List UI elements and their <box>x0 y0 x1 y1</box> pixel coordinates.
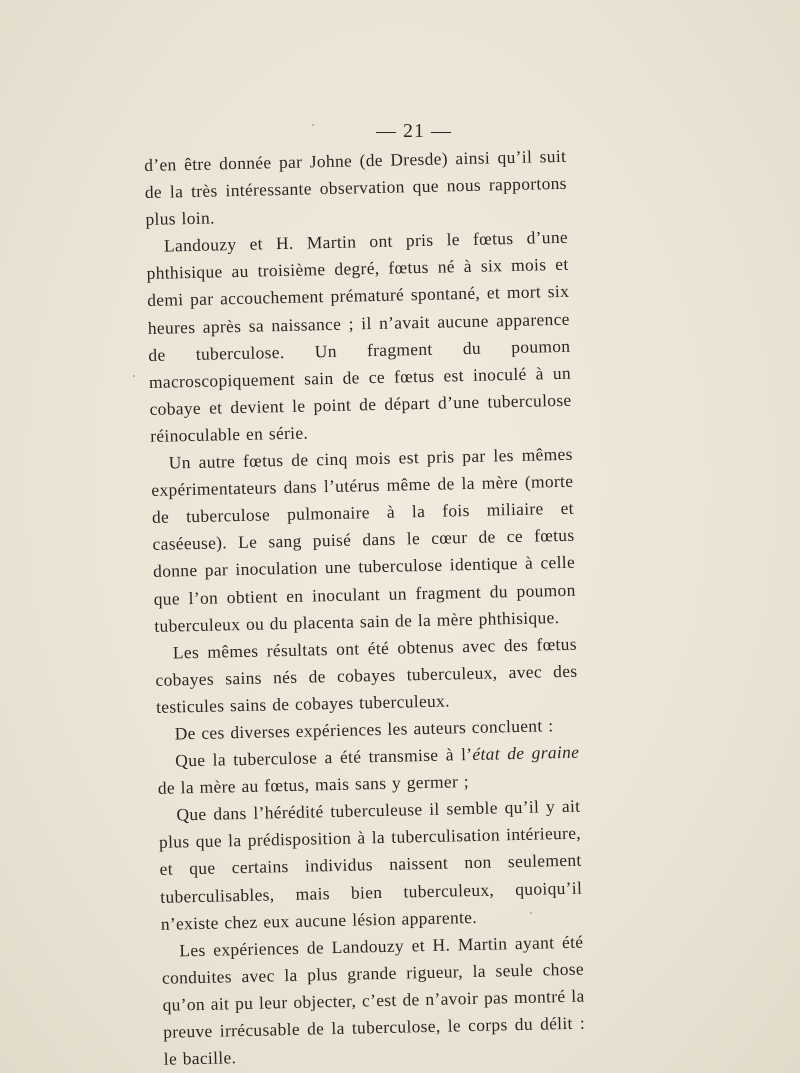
paragraph-text: Que dans l’hérédité tuberculeuse il semble qu’il y ait plus que la prédisposition à la tuberculisation intérieure, et que certains individus naissent non seulement tuberculisables, mais bien tuberculeux, quoiqu’il n’existe chez eux aucune lésion apparente. <box>158 795 583 934</box>
paragraph <box>158 793 583 938</box>
paragraph-text: Landouzy et H. Martin ont pris le fœtus d’une phthisique au troisième degré, fœtus né à six mois et demi par accouchement prématuré spontané, et mort six heures après sa naissance ; il n’avait aucune apparence de tuberculose. Un fragment du poumon macroscopiquement sain de ce fœtus est inoculé à un cobaye et devient le point de départ d’une tuberculose réinoculable en série. <box>146 227 572 446</box>
page-number: — 21 — <box>376 120 452 142</box>
paragraph-text: Que la tuberculose a été transmise à l’ <box>175 744 473 771</box>
paragraph <box>146 224 573 450</box>
paragraph-text: Les expériences de Landouzy et H. Martin ayant été conduites avec la plus grande rigueur, la seule chose qu’on ait pu leur objecter, c’est de n’avoir pas montré la preuve irrécusable de la tuberculose, le corps du délit : le bacille. <box>161 931 586 1069</box>
paragraph <box>157 739 580 802</box>
paragraph <box>151 441 577 640</box>
paragraph <box>155 630 579 720</box>
paper-speck <box>312 124 314 126</box>
paragraph <box>161 928 586 1073</box>
paragraph-text: de la mère au fœtus, mais sans y germer ; <box>157 771 470 799</box>
italic-text: état de graine <box>472 741 580 765</box>
paragraph <box>144 143 568 233</box>
paper-speck <box>530 912 532 914</box>
body-text <box>144 143 586 1073</box>
paragraph-text: d’en être donnée par Johne (de Dresde) ainsi qu’il suit de la très intéressante observation que nous rapportons plus loin. <box>144 145 567 230</box>
paragraph-text: De ces diverses expériences les auteurs concluent : <box>174 715 554 744</box>
paragraph-text: Les mêmes résultats ont été obtenus avec des fœtus cobayes sains nés de cobayes tuberculeux, avec des testicules sains de cobayes tuberculeux. <box>155 633 578 717</box>
paragraph-text: Un autre fœtus de cinq mois est pris par les mêmes expérimentateurs dans l’utérus même de la mère (morte de tuberculose pulmonaire à la fois miliaire et caséeuse). Le sang puisé dans le cœur de ce fœtus donne par inoculation une tuberculose identique à celle que l’on obtient en inoculant un fragment du poumon tuberculeux ou du placenta sain de la mère phthisique. <box>151 443 576 636</box>
paper-speck <box>133 375 135 377</box>
